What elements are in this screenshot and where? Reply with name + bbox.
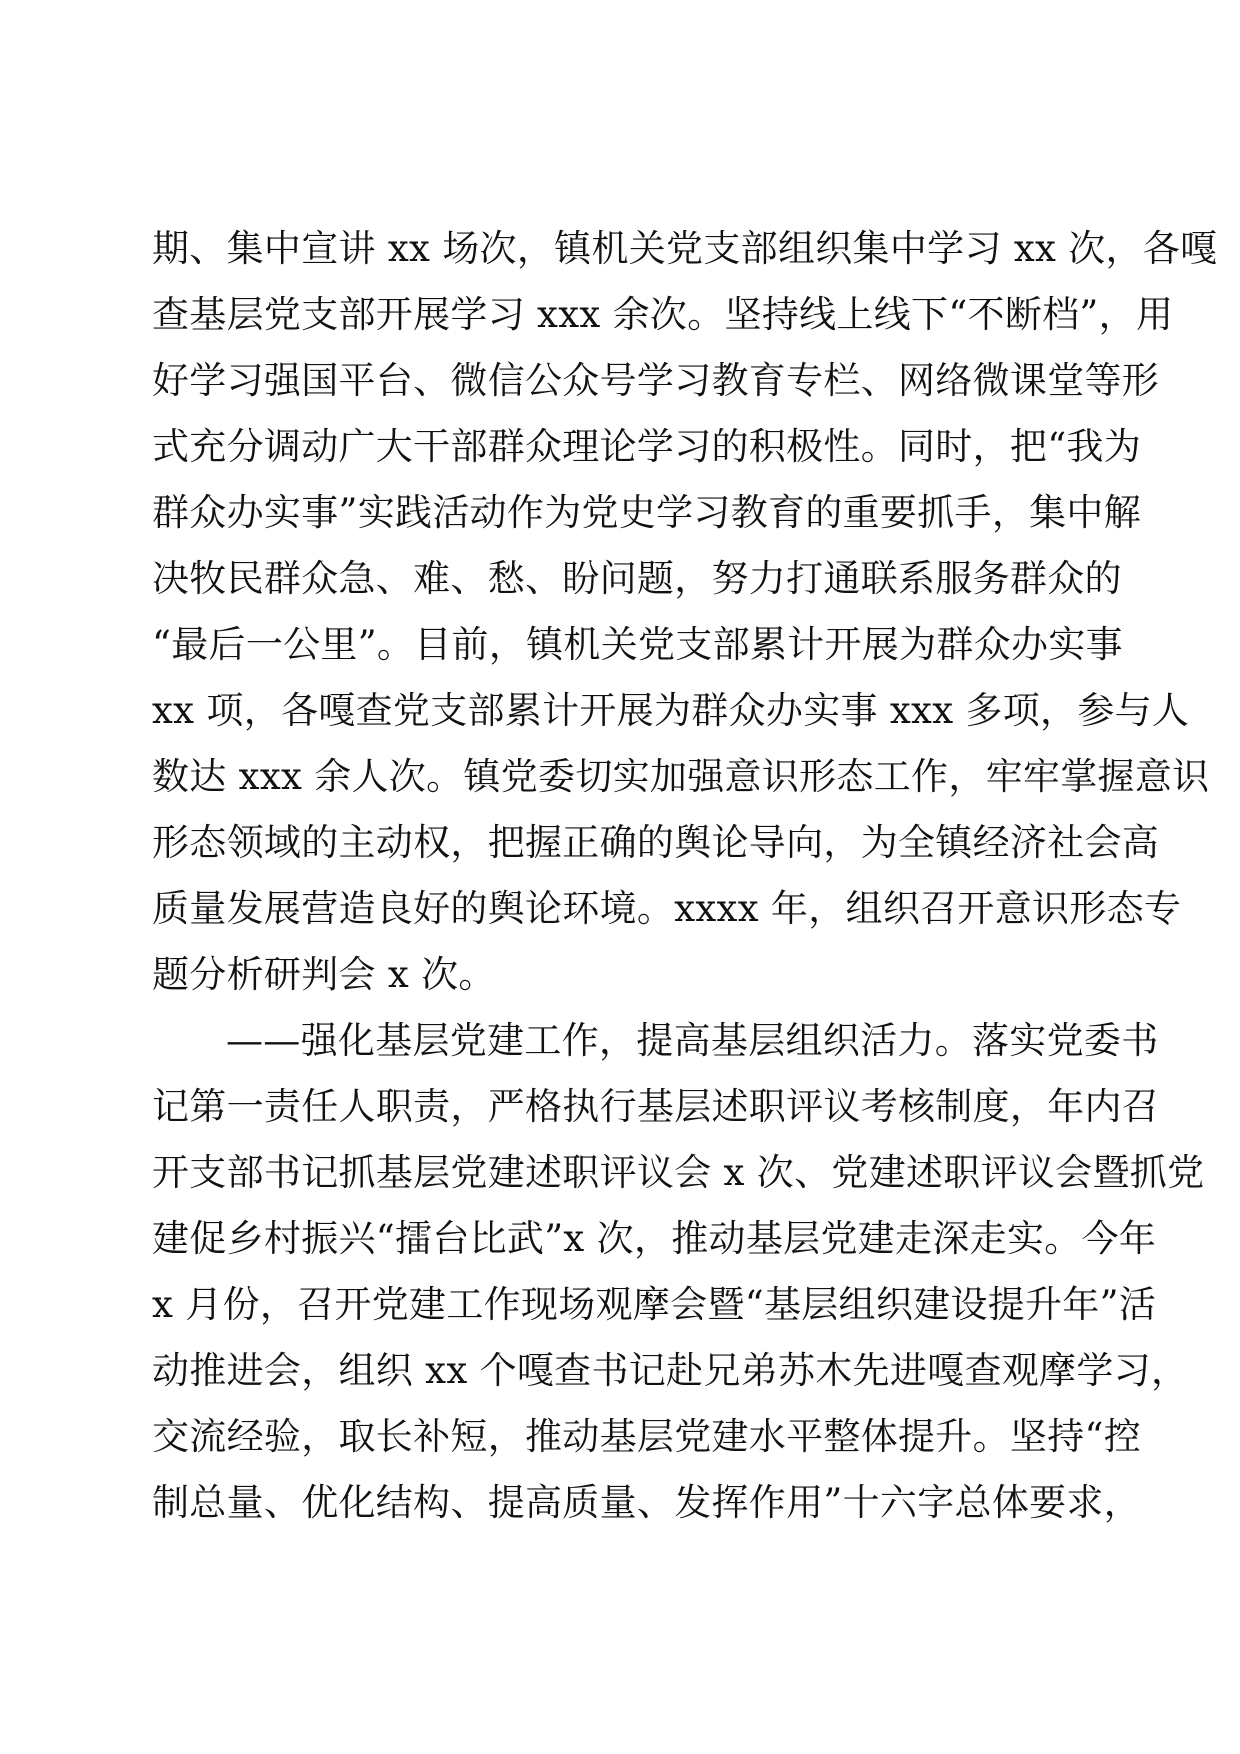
text-line: 决牧民群众急、难、愁、盼问题，努力打通联系服务群众的 xyxy=(152,557,1122,600)
body-text xyxy=(152,216,1218,1536)
text-line: 质量发展营造良好的舆论环境。xxxx 年，组织召开意识形态专 xyxy=(152,887,1182,930)
text-line: 建促乡村振兴“擂台比武”x 次，推动基层党建走深走实。今年 xyxy=(152,1217,1157,1260)
text-line: “最后一公里”。目前，镇机关党支部累计开展为群众办实事 xyxy=(152,623,1123,666)
text-line: 记第一责任人职责，严格执行基层述职评议考核制度，年内召 xyxy=(152,1085,1160,1128)
text-line: 式充分调动广大干部群众理论学习的积极性。同时，把“我为 xyxy=(152,425,1142,468)
text-line: 开支部书记抓基层党建述职评议会 x 次、党建述职评议会暨抓党 xyxy=(152,1151,1205,1194)
text-line: x 月份，召开党建工作现场观摩会暨“基层组织建设提升年”活 xyxy=(152,1283,1157,1326)
text-line: 群众办实事”实践活动作为党史学习教育的重要抓手，集中解 xyxy=(152,491,1142,534)
text-line: 形态领域的主动权，把握正确的舆论导向，为全镇经济社会高 xyxy=(152,821,1160,864)
section-heading-line: ——强化基层党建工作，提高基层组织活力。落实党委书 xyxy=(226,1019,1159,1062)
text-line: 动推进会，组织 xx 个嘎查书记赴兄弟苏木先进嘎查观摩学习， xyxy=(152,1349,1189,1392)
text-line: 好学习强国平台、微信公众号学习教育专栏、网络微课堂等形 xyxy=(152,359,1160,402)
text-line: xx 项，各嘎查党支部累计开展为群众办实事 xxx 多项，参与人 xyxy=(152,689,1190,732)
text-line: 查基层党支部开展学习 xxx 余次。坚持线上线下“不断档”，用 xyxy=(152,293,1174,336)
text-line: 数达 xxx 余人次。镇党委切实加强意识形态工作，牢牢掌握意识 xyxy=(152,755,1210,798)
text-line: 期、集中宣讲 xx 场次，镇机关党支部组织集中学习 xx 次，各嘎 xyxy=(152,227,1218,270)
text-line: 题分析研判会 x 次。 xyxy=(152,953,496,996)
text-line: 交流经验，取长补短，推动基层党建水平整体提升。坚持“控 xyxy=(152,1415,1142,1458)
text-line: 制总量、优化结构、提高质量、发挥作用”十六字总体要求， xyxy=(152,1481,1142,1524)
